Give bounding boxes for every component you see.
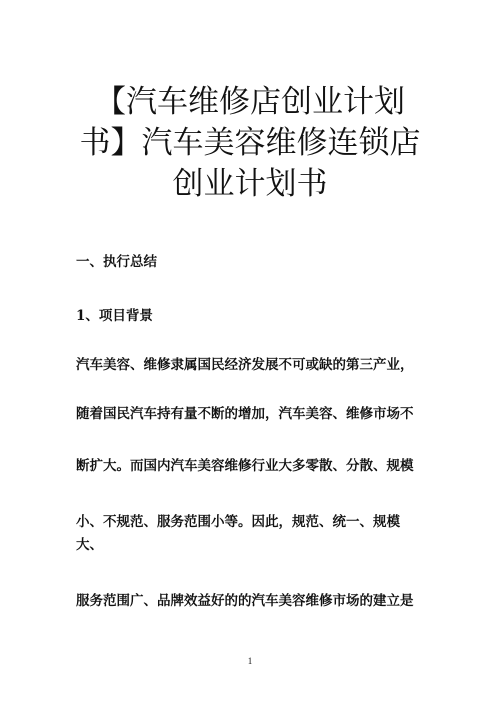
title-line-3: 创业计划书 [172,166,328,202]
paragraph-line-5: 大、 [76,537,103,553]
page-number: 1 [247,656,253,666]
document-title [60,82,440,205]
paragraph-line-3: 断扩大。而国内汽车美容维修行业大多零散、分散、规模 [76,458,414,474]
section-heading: 一、执行总结 [76,254,157,270]
title-line-2: 书】汽车美容维修连锁店 [79,125,421,161]
paragraph-line-1: 汽车美容、维修隶属国民经济发展不可或缺的第三产业， [76,357,414,373]
paragraph-line-4: 小、不规范、服务范围小等。因此，规范、统一、规模 [76,514,400,530]
title-line-1: 【汽车维修店创业计划 [95,84,405,120]
subsection-heading: 1、项目背景 [76,308,153,324]
paragraph-line-2: 随着国民汽车持有量不断的增加，汽车美容、维修市场不 [76,406,414,422]
paragraph-line-6: 服务范围广、品牌效益好的的汽车美容维修市场的建立是 [76,593,414,609]
